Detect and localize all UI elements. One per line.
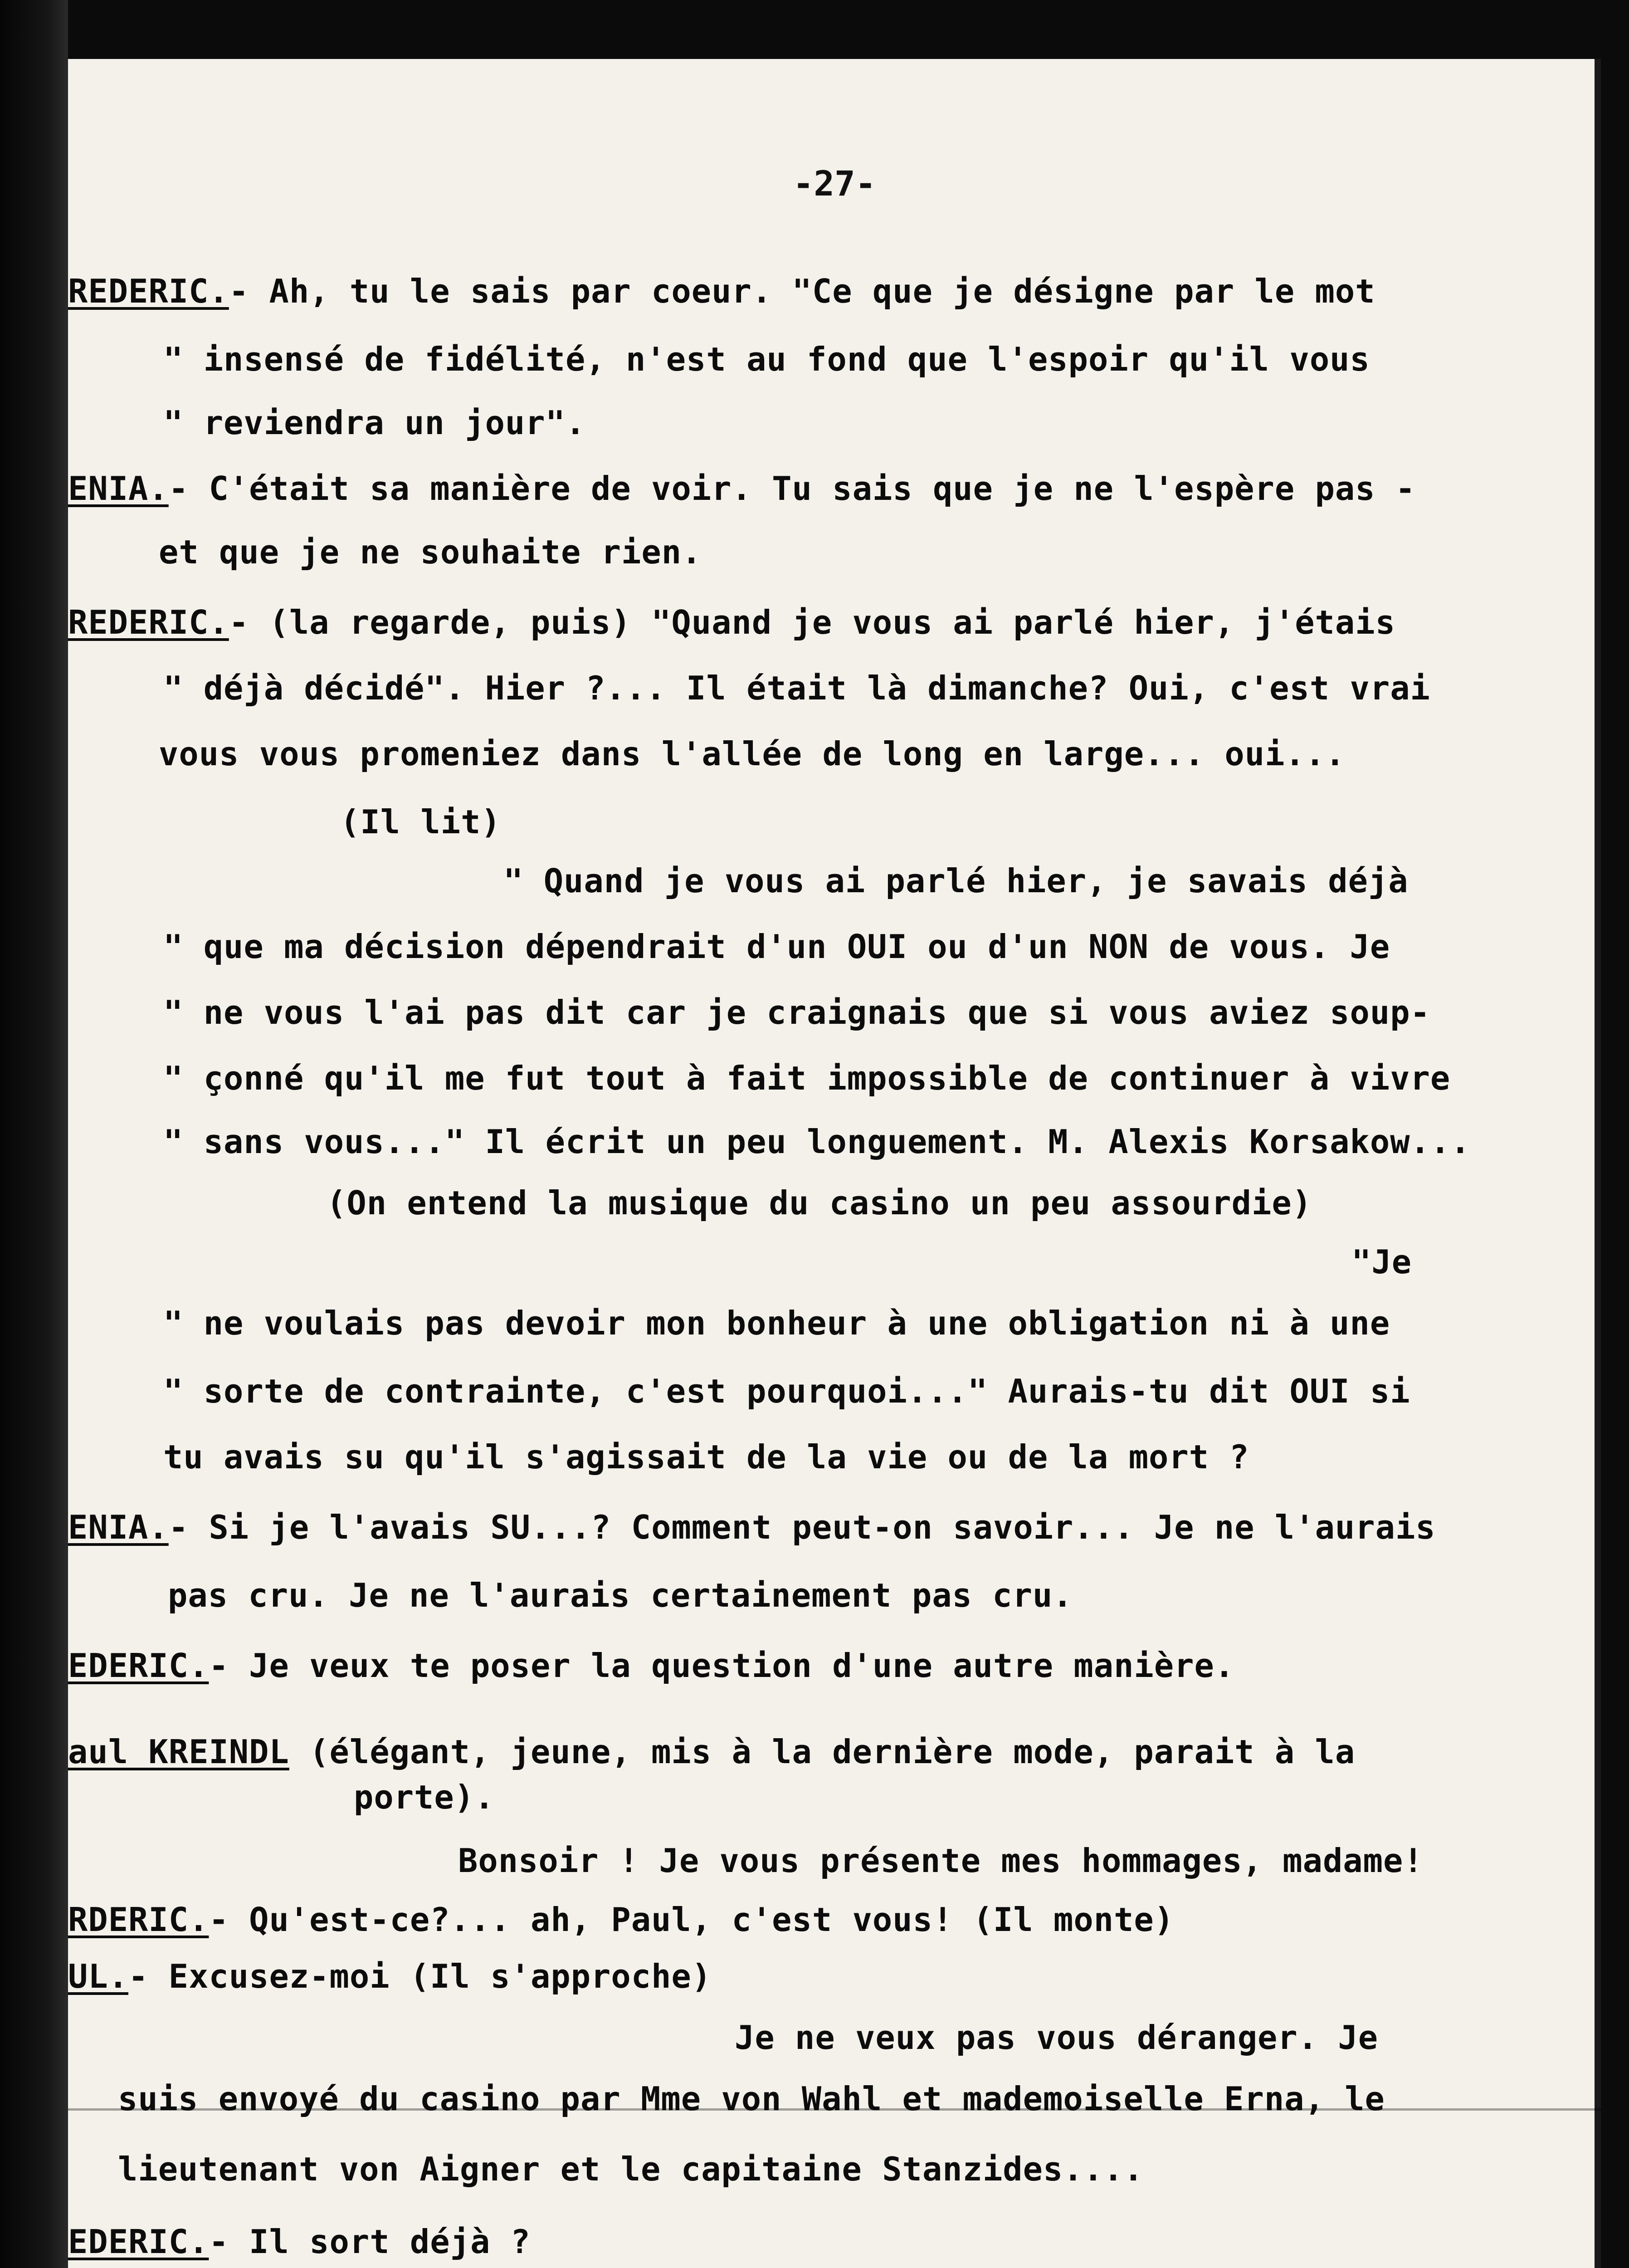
line-text: - Je veux te poser la question d'une autre manière.: [209, 1647, 1235, 1685]
script-line: " déjà décidé". Hier ?... Il était là dimanche? Oui, c'est vrai: [163, 669, 1430, 707]
line-text: - Excusez-moi (Il s'approche): [128, 1957, 712, 1995]
speaker-name: EDERIC.: [68, 2223, 209, 2261]
script-line: [68, 1733, 1355, 1771]
scan-right-edge: [1595, 59, 1601, 2268]
line-text: - Il sort déjà ?: [209, 2223, 531, 2261]
line-text: - Si je l'avais SU...? Comment peut-on savoir... Je ne l'aurais: [168, 1508, 1436, 1546]
script-line: " sorte de contrainte, c'est pourquoi..." Aurais-tu dit OUI si: [163, 1372, 1410, 1410]
line-text: - (la regarde, puis) "Quand je vous ai parlé hier, j'étais: [229, 603, 1395, 641]
speaker-name: ENIA.: [68, 469, 169, 508]
line-text: - Ah, tu le sais par coeur. "Ce que je désigne par le mot: [229, 272, 1375, 310]
script-line: " ne vous l'ai pas dit car je craignais que si vous aviez soup-: [163, 993, 1430, 1031]
script-line: tu avais su qu'il s'agissait de la vie ou de la mort ?: [163, 1438, 1249, 1476]
script-line: " Quand je vous ai parlé hier, je savais déjà: [503, 862, 1409, 900]
script-line: " reviendra un jour".: [163, 404, 586, 442]
typewritten-page: [68, 59, 1601, 2268]
script-line: [68, 469, 1415, 508]
script-line: lieutenant von Aigner et le capitaine Stanzides....: [118, 2150, 1144, 2188]
page-number: -27-: [793, 163, 876, 204]
script-line: [68, 1957, 712, 1995]
script-line: " sans vous..." Il écrit un peu longuement. M. Alexis Korsakow...: [163, 1123, 1471, 1161]
speaker-name: aul KREINDL: [68, 1733, 289, 1771]
script-line: " çonné qu'il me fut tout à fait impossible de continuer à vivre: [163, 1059, 1451, 1097]
script-line: vous vous promeniez dans l'allée de long en large... oui...: [159, 735, 1346, 773]
speaker-name: RDERIC.: [68, 1901, 209, 1939]
line-text: - Qu'est-ce?... ah, Paul, c'est vous! (Il monte): [209, 1901, 1175, 1939]
script-line: suis envoyé du casino par Mme von Wahl et mademoiselle Erna, le: [118, 2080, 1385, 2118]
speaker-name: ENIA.: [68, 1508, 169, 1546]
script-line: pas cru. Je ne l'aurais certainement pas cru.: [168, 1576, 1073, 1614]
script-line: Bonsoir ! Je vous présente mes hommages, madame!: [458, 1842, 1424, 1880]
script-line: " ne voulais pas devoir mon bonheur à une obligation ni à une: [163, 1304, 1390, 1342]
script-line: [68, 2223, 531, 2261]
script-line: [68, 272, 1375, 310]
script-line: [68, 1647, 1234, 1685]
speaker-name: EDERIC.: [68, 1647, 209, 1685]
speaker-name: REDERIC.: [68, 603, 229, 641]
script-line: " insensé de fidélité, n'est au fond que l'espoir qu'il vous: [163, 340, 1370, 378]
line-text: (élégant, jeune, mis à la dernière mode, parait à la: [289, 1733, 1356, 1771]
script-line: Je ne veux pas vous déranger. Je: [735, 2019, 1379, 2057]
stage-direction: (Il lit): [340, 803, 501, 841]
line-text: - C'était sa manière de voir. Tu sais que je ne l'espère pas -: [168, 469, 1416, 508]
scan-top-border: [0, 0, 1629, 59]
script-line: et que je ne souhaite rien.: [159, 533, 702, 571]
script-line: " que ma décision dépendrait d'un OUI ou d'un NON de vous. Je: [163, 928, 1390, 966]
scan-left-border: [0, 0, 68, 2268]
speaker-name: REDERIC.: [68, 272, 229, 310]
script-line: "Je: [1351, 1243, 1412, 1281]
script-line: [68, 1508, 1436, 1546]
stage-direction: porte).: [354, 1778, 495, 1816]
script-line: [68, 603, 1395, 641]
script-line: [68, 1901, 1174, 1939]
speaker-name: UL.: [68, 1957, 129, 1995]
stage-direction: (On entend la musique du casino un peu assourdie): [327, 1184, 1312, 1222]
